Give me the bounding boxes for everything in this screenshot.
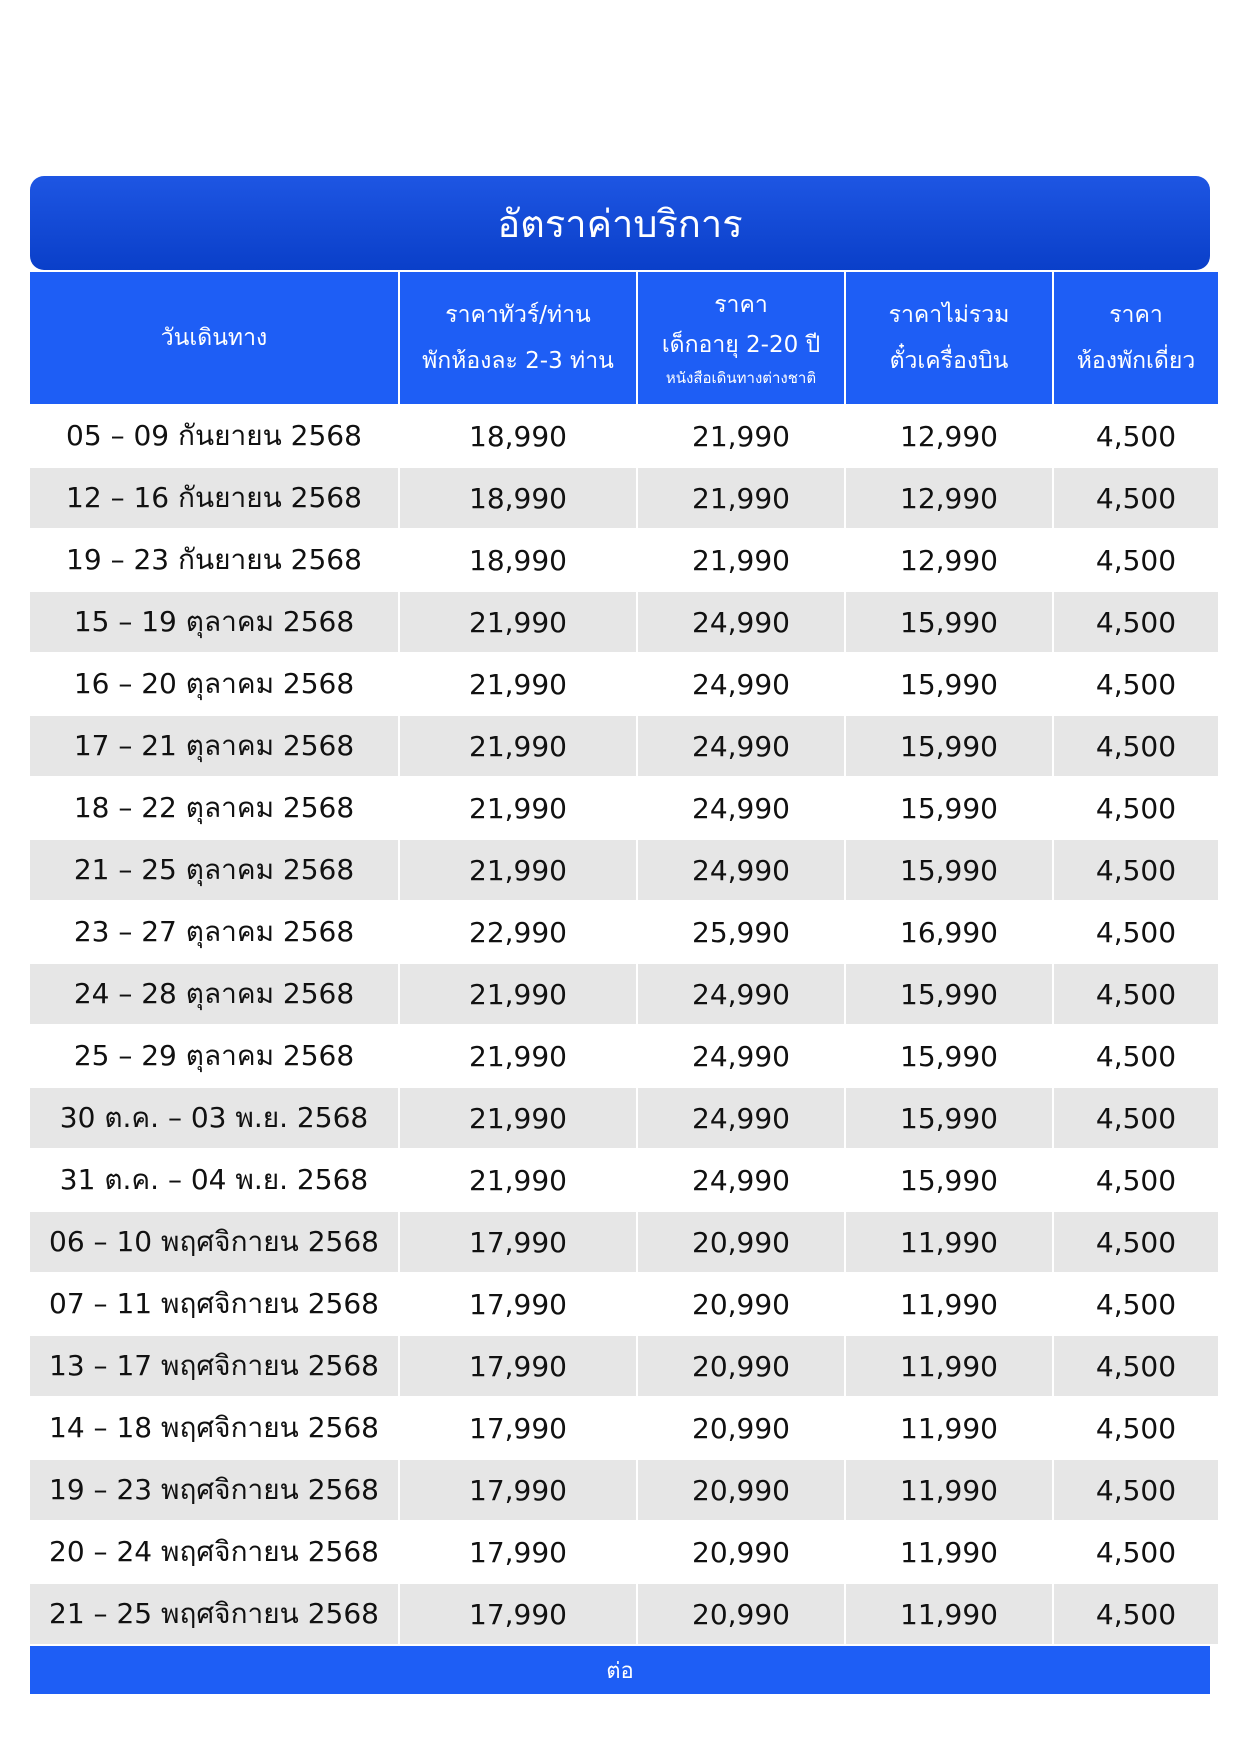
cell-travel-date: 12 – 16 กันยายน 2568 (30, 468, 398, 528)
cell-single-room-price: 4,500 (1054, 840, 1218, 900)
cell-child-price: 24,990 (638, 592, 844, 652)
cell-child-price: 24,990 (692, 667, 790, 701)
cell-tour-price: 18,990 (400, 468, 636, 528)
cell-no-flight-price: 15,990 (900, 1163, 998, 1197)
header-tour-price-line2: พักห้องละ 2-3 ท่าน (422, 348, 614, 374)
cell-travel-date: 16 – 20 ตุลาคม 2568 (73, 667, 355, 700)
cell-tour-price: 21,990 (469, 791, 567, 825)
cell-no-flight-price: 11,990 (846, 1336, 1052, 1396)
header-tour-price-line1: ราคาทัวร์/ท่าน (445, 302, 591, 328)
cell-child-price: 20,990 (638, 1212, 844, 1272)
header-child-price (638, 272, 844, 404)
cell-child-price: 20,990 (638, 1584, 844, 1644)
cell-no-flight-price: 15,990 (846, 716, 1052, 776)
cell-single-room-price: 4,500 (1054, 964, 1218, 1024)
cell-tour-price: 17,990 (400, 1584, 636, 1644)
header-no-flight-line2: ตั๋วเครื่องบิน (889, 348, 1009, 374)
cell-child-price: 21,990 (692, 419, 790, 453)
cell-child-price: 20,990 (638, 1336, 844, 1396)
cell-child-price: 21,990 (638, 468, 844, 528)
cell-tour-price: 21,990 (469, 667, 567, 701)
cell-travel-date: 31 ต.ค. – 04 พ.ย. 2568 (59, 1163, 369, 1196)
cell-tour-price: 21,990 (469, 1039, 567, 1073)
cell-no-flight-price: 12,990 (900, 543, 998, 577)
cell-no-flight-price: 15,990 (900, 1039, 998, 1073)
cell-tour-price: 21,990 (400, 1088, 636, 1148)
cell-travel-date: 17 – 21 ตุลาคม 2568 (30, 716, 398, 776)
cell-child-price: 20,990 (692, 1287, 790, 1321)
cell-tour-price: 18,990 (469, 419, 567, 453)
cell-single-room-price: 4,500 (1095, 1411, 1177, 1445)
cell-no-flight-price: 15,990 (900, 667, 998, 701)
header-single-room-line2: ห้องพักเดี่ยว (1076, 348, 1196, 374)
cell-child-price: 24,990 (638, 1088, 844, 1148)
header-no-flight-price (846, 272, 1052, 404)
cell-tour-price: 17,990 (400, 1460, 636, 1520)
cell-child-price: 20,990 (638, 1460, 844, 1520)
cell-single-room-price: 4,500 (1054, 1212, 1218, 1272)
cell-travel-date: 23 – 27 ตุลาคม 2568 (73, 915, 355, 948)
cell-tour-price: 17,990 (400, 1212, 636, 1272)
cell-tour-price: 17,990 (469, 1287, 567, 1321)
cell-single-room-price: 4,500 (1054, 1584, 1218, 1644)
cell-single-room-price: 4,500 (1095, 1535, 1177, 1569)
cell-child-price: 24,990 (638, 964, 844, 1024)
cell-single-room-price: 4,500 (1054, 1460, 1218, 1520)
cell-travel-date: 06 – 10 พฤศจิกายน 2568 (30, 1212, 398, 1272)
cell-no-flight-price: 11,990 (846, 1212, 1052, 1272)
cell-no-flight-price: 11,990 (846, 1460, 1052, 1520)
cell-child-price: 24,990 (692, 791, 790, 825)
cell-tour-price: 17,990 (469, 1535, 567, 1569)
cell-travel-date: 30 ต.ค. – 03 พ.ย. 2568 (30, 1088, 398, 1148)
cell-single-room-price: 4,500 (1095, 791, 1177, 825)
cell-child-price: 20,990 (692, 1411, 790, 1445)
cell-no-flight-price: 12,990 (900, 419, 998, 453)
cell-child-price: 25,990 (692, 915, 790, 949)
cell-travel-date: 21 – 25 พฤศจิกายน 2568 (30, 1584, 398, 1644)
cell-no-flight-price: 11,990 (900, 1287, 998, 1321)
cell-child-price: 21,990 (692, 543, 790, 577)
cell-single-room-price: 4,500 (1095, 543, 1177, 577)
cell-tour-price: 21,990 (469, 1163, 567, 1197)
cell-child-price: 24,990 (692, 1163, 790, 1197)
cell-no-flight-price: 12,990 (846, 468, 1052, 528)
cell-single-room-price: 4,500 (1054, 468, 1218, 528)
cell-single-room-price: 4,500 (1054, 1336, 1218, 1396)
cell-tour-price: 18,990 (469, 543, 567, 577)
table-title: อัตราค่าบริการ (30, 176, 1210, 270)
cell-travel-date: 25 – 29 ตุลาคม 2568 (73, 1039, 355, 1072)
header-child-price-line2: เด็กอายุ 2-20 ปี (661, 332, 821, 358)
cell-travel-date: 24 – 28 ตุลาคม 2568 (30, 964, 398, 1024)
cell-single-room-price: 4,500 (1054, 716, 1218, 776)
cell-tour-price: 17,990 (400, 1336, 636, 1396)
cell-travel-date: 19 – 23 พฤศจิกายน 2568 (30, 1460, 398, 1520)
cell-tour-price: 21,990 (400, 840, 636, 900)
cell-single-room-price: 4,500 (1054, 592, 1218, 652)
cell-travel-date: 05 – 09 กันยายน 2568 (66, 419, 362, 452)
cell-tour-price: 21,990 (400, 592, 636, 652)
cell-travel-date: 18 – 22 ตุลาคม 2568 (73, 791, 355, 824)
cell-no-flight-price: 15,990 (846, 592, 1052, 652)
cell-child-price: 24,990 (692, 1039, 790, 1073)
cell-no-flight-price: 11,990 (846, 1584, 1052, 1644)
cell-tour-price: 22,990 (469, 915, 567, 949)
cell-travel-date: 13 – 17 พฤศจิกายน 2568 (30, 1336, 398, 1396)
cell-child-price: 24,990 (638, 840, 844, 900)
cell-single-room-price: 4,500 (1054, 1088, 1218, 1148)
price-table (30, 272, 1210, 1644)
continued-footer: ต่อ (30, 1646, 1210, 1694)
cell-single-room-price: 4,500 (1095, 1039, 1177, 1073)
price-table-sheet (30, 176, 1210, 1694)
header-tour-price (400, 272, 636, 404)
cell-tour-price: 21,990 (400, 964, 636, 1024)
header-single-room (1054, 272, 1218, 404)
cell-single-room-price: 4,500 (1095, 419, 1177, 453)
cell-no-flight-price: 15,990 (846, 840, 1052, 900)
header-child-price-line1: ราคา (714, 292, 768, 318)
cell-no-flight-price: 15,990 (846, 1088, 1052, 1148)
cell-travel-date: 19 – 23 กันยายน 2568 (66, 543, 362, 576)
cell-tour-price: 21,990 (400, 716, 636, 776)
header-child-price-note: หนังสือเดินทางต่างชาติ (665, 369, 817, 387)
cell-child-price: 24,990 (638, 716, 844, 776)
cell-child-price: 20,990 (692, 1535, 790, 1569)
cell-single-room-price: 4,500 (1095, 1287, 1177, 1321)
cell-tour-price: 17,990 (469, 1411, 567, 1445)
cell-no-flight-price: 16,990 (900, 915, 998, 949)
header-travel-date-label: วันเดินทาง (160, 325, 268, 351)
cell-travel-date: 20 – 24 พฤศจิกายน 2568 (49, 1535, 379, 1568)
cell-travel-date: 21 – 25 ตุลาคม 2568 (30, 840, 398, 900)
header-travel-date (30, 272, 398, 404)
cell-no-flight-price: 15,990 (846, 964, 1052, 1024)
cell-no-flight-price: 15,990 (900, 791, 998, 825)
cell-no-flight-price: 11,990 (900, 1411, 998, 1445)
cell-single-room-price: 4,500 (1095, 1163, 1177, 1197)
cell-single-room-price: 4,500 (1095, 915, 1177, 949)
cell-no-flight-price: 11,990 (900, 1535, 998, 1569)
cell-travel-date: 14 – 18 พฤศจิกายน 2568 (49, 1411, 379, 1444)
cell-travel-date: 15 – 19 ตุลาคม 2568 (30, 592, 398, 652)
header-no-flight-line1: ราคาไม่รวม (888, 302, 1010, 328)
cell-travel-date: 07 – 11 พฤศจิกายน 2568 (49, 1287, 379, 1320)
cell-single-room-price: 4,500 (1095, 667, 1177, 701)
header-single-room-line1: ราคา (1109, 302, 1163, 328)
